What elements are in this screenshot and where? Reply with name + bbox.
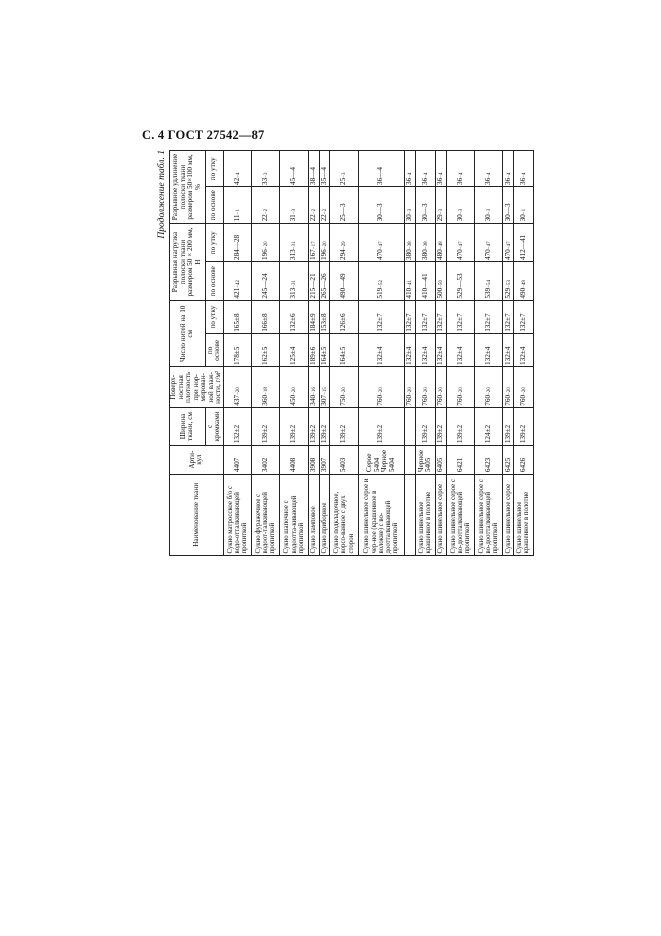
cell-elong-warp-value: 22 xyxy=(308,214,317,222)
cell-elong-weft-value: 36 xyxy=(483,177,492,185)
cell-elong-warp xyxy=(514,187,533,223)
cell-threads-warp: 132±4 xyxy=(514,334,533,367)
cell-density-value: 750 xyxy=(339,394,348,406)
header-row-1 xyxy=(170,151,206,556)
cell-threads-warp: 162±5 xyxy=(252,334,280,367)
cell-elong-weft xyxy=(475,151,503,188)
cell-elong-weft xyxy=(358,151,404,188)
cell-threads-warp: 189±6 xyxy=(308,334,319,367)
cell-density xyxy=(436,367,447,408)
cell-elong-weft xyxy=(503,151,514,188)
cell-threads-warp: 132±4 xyxy=(503,334,514,367)
cell-density-tolerance: −20 xyxy=(379,387,385,395)
cell-article: 6425 xyxy=(503,445,514,474)
cell-load-weft-tolerance: −38 xyxy=(423,241,429,250)
cell-density-value: 760 xyxy=(483,394,492,406)
cell-density-value: 760 xyxy=(455,394,464,406)
cell-density-value: 760 xyxy=(503,394,512,406)
table-row xyxy=(415,151,435,556)
cell-load-weft xyxy=(514,223,533,262)
table-row xyxy=(446,151,474,556)
cell-elong-warp xyxy=(330,187,358,223)
continued-label: Продолжение табл. 1 xyxy=(157,150,167,239)
cell-load-weft-value: 470 xyxy=(503,249,512,260)
cell-elong-warp xyxy=(415,187,435,223)
cell-load-warp-value: 245—24 xyxy=(261,273,270,299)
cell-load-warp xyxy=(223,262,251,301)
table-row xyxy=(252,151,280,556)
cell-elong-warp-value: 11 xyxy=(232,214,241,222)
cell-elong-warp-tolerance: −3 xyxy=(439,208,445,215)
cell-density-tolerance: −15 xyxy=(322,387,328,395)
cell-density-tolerance: −16 xyxy=(311,387,317,395)
col-header-threads-weft: по утку xyxy=(205,301,223,334)
cell-article: 4407 xyxy=(223,445,251,474)
cell-load-warp xyxy=(436,262,447,301)
cell-load-weft-value: 313 xyxy=(289,249,298,260)
cell-density-value: 760 xyxy=(518,394,527,406)
cell-threads-weft: 153±8 xyxy=(319,301,330,334)
cell-article: 6405 xyxy=(436,445,447,474)
cell-elong-warp-tolerance: −3 xyxy=(486,208,492,215)
cell-load-warp-tolerance: −49 xyxy=(521,279,527,288)
cell-threads-warp: 164±5 xyxy=(319,334,330,367)
cell-load-warp xyxy=(446,262,474,301)
cell-threads-warp: 132±4 xyxy=(436,334,447,367)
cell-load-weft-tolerance: −20 xyxy=(322,241,328,250)
cell-width: 139±2 xyxy=(280,408,308,445)
col-header-article: Арти-кул xyxy=(170,445,224,474)
cell-load-warp xyxy=(319,262,330,301)
table-row xyxy=(436,151,447,556)
cell-density-tolerance: −20 xyxy=(506,387,512,395)
cell-fabric-name: Сукно ламповое xyxy=(308,474,319,555)
cell-elong-warp xyxy=(404,187,415,223)
cell-threads-weft: 132±7 xyxy=(358,301,404,334)
cell-elong-warp-tolerance: −1 xyxy=(521,208,527,215)
col-header-load: Разрывная нагрузка полоски ткани размером 50 × 200 мм, Н xyxy=(170,223,206,300)
cell-threads-warp: 125±4 xyxy=(280,334,308,367)
cell-threads-warp: 132±4 xyxy=(446,334,474,367)
cell-threads-weft: 132±7 xyxy=(475,301,503,334)
cell-load-weft-tolerance: −47 xyxy=(379,241,385,250)
cell-density xyxy=(280,367,308,408)
cell-elong-weft xyxy=(514,151,533,188)
cell-elong-warp xyxy=(358,187,404,223)
col-header-elongation: Разрывное удлинение полоски ткани размером 50×100 мм, % xyxy=(170,151,206,224)
cell-threads-weft: 126±6 xyxy=(330,301,358,334)
cell-threads-weft: 132±7 xyxy=(514,301,533,334)
col-header-threads: Число нитей на 10 см xyxy=(170,301,206,367)
cell-load-warp-value: 500 xyxy=(436,287,445,299)
cell-load-warp-tolerance: −41 xyxy=(408,279,414,288)
cell-density-tolerance: −20 xyxy=(458,387,464,395)
cell-load-weft xyxy=(308,223,319,262)
cell-density-value: 760 xyxy=(420,394,429,406)
cell-load-warp-tolerance: −31 xyxy=(292,279,298,288)
cell-density-value: 437 xyxy=(232,394,241,406)
cell-fabric-name: Сукно шинельное крашенное в полотне xyxy=(514,474,533,555)
cell-elong-warp-tolerance: −1 xyxy=(235,209,241,215)
cell-elong-weft xyxy=(280,151,308,188)
cell-elong-weft-value: 36 xyxy=(436,177,445,185)
cell-load-weft xyxy=(252,223,280,262)
col-header-elong-warp: по основе xyxy=(205,187,223,223)
cell-load-weft-tolerance: −29 xyxy=(342,241,348,250)
cell-density xyxy=(308,367,319,408)
cell-load-weft-value: 294 xyxy=(339,249,348,260)
cell-load-warp xyxy=(514,262,533,301)
cell-elong-weft-value: 35—4 xyxy=(319,167,328,185)
cell-load-warp xyxy=(252,262,280,301)
page-header: С. 4 ГОСТ 27542—87 xyxy=(142,128,265,142)
cell-elong-warp-value: 31 xyxy=(289,214,298,222)
cell-load-warp xyxy=(308,262,319,301)
cell-load-warp xyxy=(330,262,358,301)
cell-load-warp-value: 410—41 xyxy=(420,273,429,299)
cell-elong-weft-value: 36 xyxy=(405,177,414,185)
cell-load-weft xyxy=(280,223,308,262)
cell-load-weft xyxy=(358,223,404,262)
cell-width: 139±2 xyxy=(415,408,435,445)
cell-elong-weft-value: 38—4 xyxy=(308,167,317,185)
table-row xyxy=(319,151,330,556)
rotated-table-area xyxy=(157,148,531,556)
cell-fabric-name: Сукно шинельное серое с во-доотталкивающей пропиткой xyxy=(446,474,474,555)
cell-article: 3907 xyxy=(319,445,330,474)
cell-elong-warp xyxy=(223,187,251,223)
cell-width: 139±2 xyxy=(319,408,330,445)
cell-density-tolerance: −20 xyxy=(439,387,445,395)
cell-article xyxy=(404,445,415,474)
cell-elong-weft-tolerance: −3 xyxy=(342,172,348,178)
cell-article: Черное 5405 xyxy=(415,445,435,474)
cell-load-weft-value: 480 xyxy=(436,249,445,260)
cell-density xyxy=(404,367,415,408)
cell-load-warp-value: 490—49 xyxy=(339,273,348,299)
cell-load-weft xyxy=(319,223,330,262)
cell-elong-warp-tolerance: −2 xyxy=(322,208,328,215)
cell-elong-weft-value: 36 xyxy=(455,177,464,185)
cell-elong-weft-value: 33 xyxy=(261,177,270,185)
cell-load-warp-tolerance: −54 xyxy=(486,279,492,288)
cell-load-warp xyxy=(475,262,503,301)
cell-density-value: 307 xyxy=(319,394,328,406)
cell-density-tolerance: −20 xyxy=(235,387,241,395)
cell-elong-weft xyxy=(436,151,447,188)
cell-load-warp xyxy=(358,262,404,301)
cell-load-warp xyxy=(415,262,435,301)
col-header-name: Наименование ткани xyxy=(170,474,224,555)
cell-density xyxy=(475,367,503,408)
cell-load-weft xyxy=(475,223,503,262)
cell-load-weft xyxy=(415,223,435,262)
cell-load-weft-value: 380 xyxy=(405,249,414,260)
cell-elong-weft xyxy=(223,151,251,188)
col-header-load-warp: по основе xyxy=(205,262,223,301)
cell-load-weft-tolerance: −47 xyxy=(486,241,492,250)
cell-elong-weft xyxy=(252,151,280,188)
table-row xyxy=(308,151,319,556)
cell-fabric-name: Сукно шинельное серое с во-доотталкивающей пропиткой xyxy=(475,474,503,555)
cell-load-weft-tolerance: −47 xyxy=(506,241,512,250)
col-header-width-selvage: с кромками xyxy=(205,408,223,445)
cell-threads-weft: 132±7 xyxy=(436,301,447,334)
cell-elong-weft xyxy=(404,151,415,188)
cell-elong-weft xyxy=(446,151,474,188)
cell-threads-weft: 132±7 xyxy=(503,301,514,334)
cell-load-weft xyxy=(436,223,447,262)
cell-threads-weft: 166±8 xyxy=(252,301,280,334)
cell-load-warp-tolerance: −52 xyxy=(379,279,385,288)
cell-density-value: 450 xyxy=(289,394,298,406)
cell-width: 139±2 xyxy=(330,408,358,445)
table-row xyxy=(330,151,358,556)
cell-elong-warp-value: 30 xyxy=(518,214,527,222)
cell-elong-weft-tolerance: −4 xyxy=(408,172,414,178)
cell-article: 5403 xyxy=(330,445,358,474)
cell-density-tolerance: −20 xyxy=(486,387,492,395)
cell-load-warp-value: 529—53 xyxy=(455,273,464,299)
cell-width: 132±2 xyxy=(223,408,251,445)
cell-elong-weft-tolerance: −4 xyxy=(439,172,445,178)
cell-fabric-name: Сукно матросское б/о с водо-отталкивающей пропиткой xyxy=(223,474,251,555)
cell-elong-warp-value: 25—3 xyxy=(339,203,348,222)
cell-density-tolerance: −20 xyxy=(423,387,429,395)
cell-elong-weft xyxy=(415,151,435,188)
cell-elong-warp-tolerance: −2 xyxy=(264,208,270,215)
cell-elong-weft-tolerance: −3 xyxy=(264,172,270,178)
cell-elong-weft-tolerance: −4 xyxy=(486,172,492,178)
cell-threads-weft: 184±9 xyxy=(308,301,319,334)
rotated-page-content xyxy=(157,148,531,556)
cell-load-warp-value: 421 xyxy=(232,287,241,299)
cell-load-warp-value: 519 xyxy=(376,287,385,299)
cell-threads-weft: 132±7 xyxy=(446,301,474,334)
cell-density-tolerance: −20 xyxy=(408,387,414,395)
table-row xyxy=(280,151,308,556)
cell-elong-weft-value: 36 xyxy=(503,177,512,185)
cell-elong-warp-value: 30 xyxy=(405,214,414,222)
cell-elong-warp xyxy=(503,187,514,223)
cell-load-warp-value: 539 xyxy=(483,287,492,299)
cell-threads-weft: 132±6 xyxy=(280,301,308,334)
cell-load-weft-value: 470 xyxy=(455,249,464,260)
cell-elong-warp-value: 30—3 xyxy=(420,203,429,222)
cell-elong-warp-value: 29 xyxy=(436,214,445,222)
cell-elong-weft xyxy=(308,151,319,188)
cell-density-value: 360 xyxy=(261,394,270,406)
cell-load-warp-tolerance: −42 xyxy=(235,279,241,288)
cell-load-weft xyxy=(446,223,474,262)
cell-threads-weft: 165±8 xyxy=(223,301,251,334)
cell-load-weft-value: 412—41 xyxy=(518,234,527,260)
cell-threads-warp: 132±4 xyxy=(415,334,435,367)
cell-fabric-name: Сукно подкладочное, ворсо-ванное с двух сторон xyxy=(330,474,358,555)
cell-elong-weft-value: 36 xyxy=(518,177,527,185)
cell-load-warp xyxy=(404,262,415,301)
cell-density xyxy=(319,367,330,408)
cell-elong-weft-value: 42 xyxy=(232,177,241,185)
cell-density xyxy=(330,367,358,408)
cell-article: 6423 xyxy=(475,445,503,474)
cell-load-weft-value: 470 xyxy=(376,249,385,260)
cell-fabric-name: Сукно фуражечное с водоот-талкивающей пропиткой xyxy=(252,474,280,555)
cell-load-weft-tolerance: −17 xyxy=(311,241,317,250)
cell-article: 6421 xyxy=(446,445,474,474)
cell-load-warp-value: 265—26 xyxy=(319,273,328,299)
cell-elong-weft-value: 45—4 xyxy=(289,167,298,185)
cell-width: 124±2 xyxy=(475,408,503,445)
cell-density-value: 340 xyxy=(308,394,317,406)
cell-threads-warp: 132±4 xyxy=(404,334,415,367)
cell-elong-warp-value: 30 xyxy=(455,214,464,222)
col-header-width: Ширина ткани, см xyxy=(170,408,206,445)
cell-elong-warp-value: 22 xyxy=(319,214,328,222)
cell-width xyxy=(404,408,415,445)
cell-density-value: 760 xyxy=(405,394,414,406)
cell-fabric-name xyxy=(404,474,415,555)
cell-load-weft-value: 167 xyxy=(308,249,317,260)
table-row xyxy=(358,151,404,556)
cell-load-warp-value: 215—21 xyxy=(308,273,317,299)
cell-density xyxy=(503,367,514,408)
cell-load-weft-tolerance: −47 xyxy=(458,241,464,250)
col-header-elong-weft: по утку xyxy=(205,151,223,188)
cell-elong-weft-value: 36 xyxy=(420,177,429,185)
cell-elong-warp-tolerance: −3 xyxy=(458,208,464,215)
cell-elong-warp xyxy=(475,187,503,223)
cell-load-warp-value: 529 xyxy=(503,287,512,299)
cell-elong-weft xyxy=(330,151,358,188)
cell-load-weft-tolerance: −48 xyxy=(439,241,445,250)
col-header-density: Поверх-ностная плотность при нор-мирован-ной влаж-ности, г/м² xyxy=(170,367,224,408)
cell-threads-weft: 132±7 xyxy=(415,301,435,334)
cell-density-tolerance: −18 xyxy=(264,387,270,395)
cell-density xyxy=(514,367,533,408)
table-body xyxy=(223,151,533,556)
cell-width: 139±2 xyxy=(436,408,447,445)
cell-elong-warp-tolerance: −3 xyxy=(292,208,298,215)
cell-threads-warp: 164±5 xyxy=(330,334,358,367)
cell-load-weft xyxy=(503,223,514,262)
cell-width: 139±2 xyxy=(308,408,319,445)
table-row xyxy=(223,151,251,556)
cell-load-warp-value: 313 xyxy=(289,287,298,299)
cell-load-warp-tolerance: −50 xyxy=(439,279,445,288)
cell-width: 139±2 xyxy=(446,408,474,445)
cell-load-weft-value: 196 xyxy=(319,249,328,260)
col-header-load-weft: по утку xyxy=(205,223,223,262)
cell-load-weft xyxy=(330,223,358,262)
table-row xyxy=(503,151,514,556)
cell-elong-warp xyxy=(436,187,447,223)
cell-elong-warp-value: 30 xyxy=(483,214,492,222)
cell-load-warp-value: 410 xyxy=(405,287,414,299)
cell-load-weft xyxy=(223,223,251,262)
cell-load-weft-tolerance: −31 xyxy=(292,241,298,250)
col-header-threads-warp: по основе xyxy=(205,334,223,367)
cell-elong-weft-value: 36—4 xyxy=(376,167,385,185)
fabric-properties-table xyxy=(169,150,534,556)
cell-elong-warp xyxy=(446,187,474,223)
cell-threads-warp: 132±4 xyxy=(358,334,404,367)
cell-elong-warp xyxy=(319,187,330,223)
cell-load-weft-value: 380 xyxy=(420,249,429,260)
cell-width: 139±2 xyxy=(358,408,404,445)
cell-density xyxy=(415,367,435,408)
cell-elong-warp-value: 22 xyxy=(261,214,270,222)
cell-elong-weft-tolerance: −4 xyxy=(521,172,527,178)
cell-load-weft-value: 470 xyxy=(483,249,492,260)
cell-elong-weft xyxy=(319,151,330,188)
cell-article: 3908 xyxy=(308,445,319,474)
cell-fabric-name: Сукно шинельное серое xyxy=(436,474,447,555)
cell-article: 3402 xyxy=(252,445,280,474)
table-row xyxy=(475,151,503,556)
cell-fabric-name: Сукно шинельное крашенное в полотне xyxy=(415,474,435,555)
cell-width: 139±2 xyxy=(252,408,280,445)
cell-density-tolerance: −20 xyxy=(342,387,348,395)
cell-elong-warp-tolerance: −2 xyxy=(311,208,317,215)
cell-density-tolerance: −20 xyxy=(521,387,527,395)
cell-load-weft xyxy=(404,223,415,262)
cell-threads-warp: 132±4 xyxy=(475,334,503,367)
cell-load-warp xyxy=(280,262,308,301)
cell-fabric-name: Сукно шинельное серое и чер-ное (крашенное в волокне) с во-доотталкивающей пропиткой xyxy=(358,474,404,555)
cell-threads-weft: 132±7 xyxy=(404,301,415,334)
cell-elong-weft-tolerance: −4 xyxy=(458,172,464,178)
cell-elong-weft-value: 25 xyxy=(339,177,348,185)
table-row xyxy=(514,151,533,556)
cell-width: 139±2 xyxy=(514,408,533,445)
cell-fabric-name: Сукно приборное xyxy=(319,474,330,555)
cell-fabric-name: Сукно шинельное серое xyxy=(503,474,514,555)
cell-load-warp xyxy=(503,262,514,301)
cell-fabric-name: Сукно шапочное с водоотта-кивающей пропиткой xyxy=(280,474,308,555)
cell-elong-warp xyxy=(280,187,308,223)
cell-density-value: 760 xyxy=(376,394,385,406)
cell-article: 6426 xyxy=(514,445,533,474)
table-row xyxy=(404,151,415,556)
cell-load-weft-value: 284—28 xyxy=(232,234,241,260)
cell-load-warp-value: 490 xyxy=(518,287,527,299)
cell-density-value: 760 xyxy=(436,394,445,406)
cell-density xyxy=(223,367,251,408)
cell-elong-warp-value: 30—3 xyxy=(503,203,512,222)
cell-elong-warp xyxy=(308,187,319,223)
cell-load-weft-tolerance: −38 xyxy=(408,241,414,250)
cell-elong-weft-tolerance: −4 xyxy=(423,172,429,178)
cell-width: 139±2 xyxy=(503,408,514,445)
cell-load-warp-tolerance: −53 xyxy=(506,279,512,288)
cell-elong-weft-tolerance: −4 xyxy=(506,172,512,178)
cell-load-weft-value: 196 xyxy=(261,249,270,260)
cell-density xyxy=(358,367,404,408)
cell-elong-weft-tolerance: −4 xyxy=(235,172,241,178)
cell-elong-warp-tolerance: −3 xyxy=(408,208,414,215)
cell-threads-warp: 178±5 xyxy=(223,334,251,367)
cell-density xyxy=(252,367,280,408)
cell-load-weft-tolerance: −20 xyxy=(264,241,270,250)
cell-article: Серое 5404 Черное 5404 xyxy=(358,445,404,474)
cell-density xyxy=(446,367,474,408)
cell-article: 4408 xyxy=(280,445,308,474)
cell-elong-warp xyxy=(252,187,280,223)
cell-density-tolerance: −20 xyxy=(292,387,298,395)
cell-elong-warp-value: 30—3 xyxy=(376,203,385,222)
